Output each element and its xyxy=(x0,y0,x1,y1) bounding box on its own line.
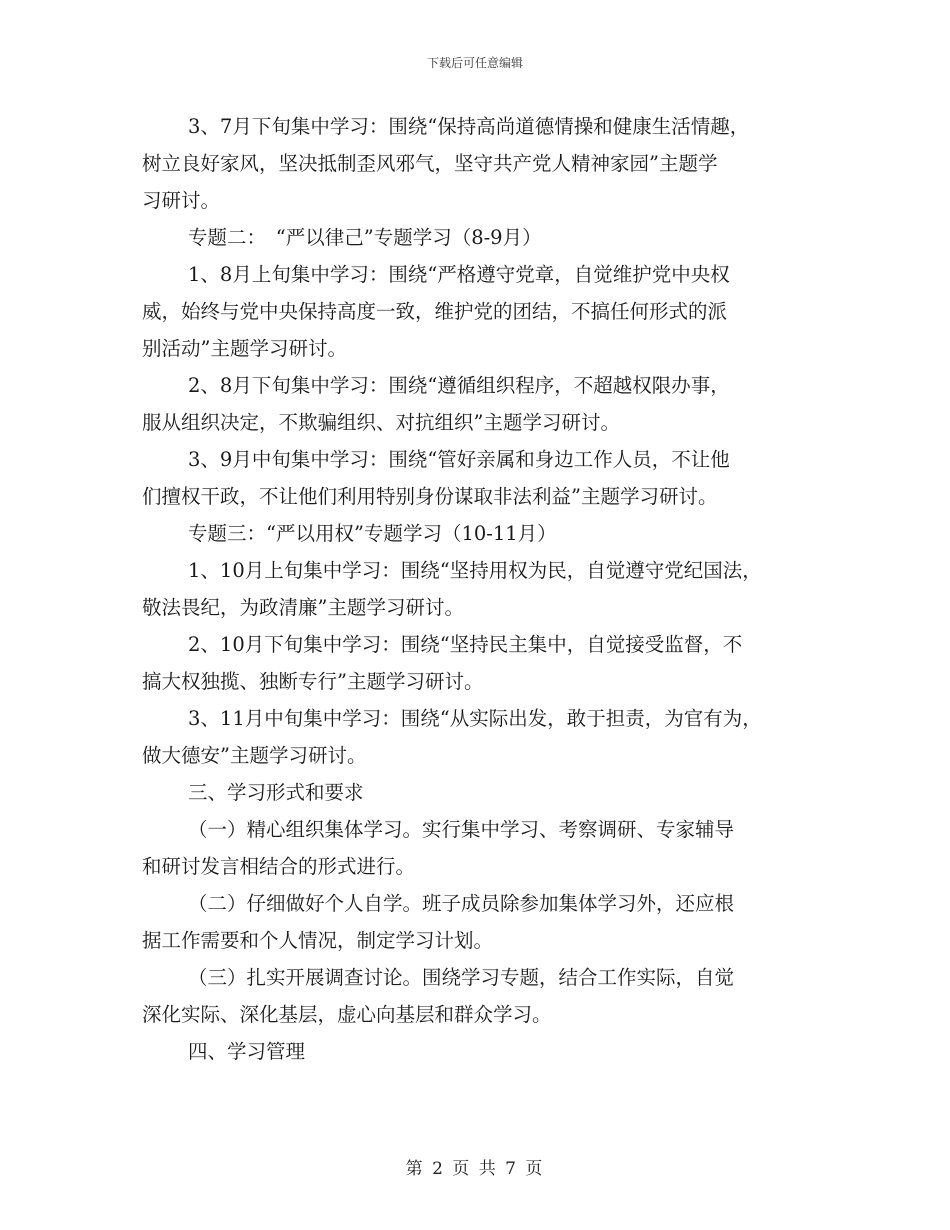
paragraph xyxy=(142,441,842,515)
text-line: （二）仔细做好个人自学。班子成员除参加集体学习外，还应根 xyxy=(188,892,735,915)
text-line: 和研讨发言相结合的形式进行。 xyxy=(142,855,416,878)
text-line: 习研讨。 xyxy=(142,189,221,212)
text-line: （三）扎实开展调查讨论。围绕学习专题，结合工作实际，自觉 xyxy=(188,966,735,989)
text-line: 2、8月下旬集中学习：围绕“遵循组织程序，不超越权限办事， xyxy=(188,374,730,397)
text-line: 威，始终与党中央保持高度一致，维护党的团结，不搞任何形式的派 xyxy=(142,300,728,323)
text-line: 四、学习管理 xyxy=(188,1040,306,1063)
paragraph xyxy=(142,367,842,441)
text-line: 别活动”主题学习研讨。 xyxy=(142,337,347,360)
text-line: 3、11月中旬集中学习：围绕“从实际出发，敢于担责，为官有为， xyxy=(188,707,762,730)
text-line: 3、7月下旬集中学习：围绕“保持高尚道德情操和健康生活情趣， xyxy=(188,115,750,138)
text-line: 专题三：“严以用权”专题学习（10-11月） xyxy=(188,522,557,545)
paragraph xyxy=(142,885,842,959)
text-line: 1、8月上旬集中学习：围绕“严格遵守党章，自觉维护党中央权 xyxy=(188,263,730,286)
text-line: 1、10月上旬集中学习：围绕“坚持用权为民，自觉遵守党纪国法， xyxy=(188,559,762,582)
text-line: 敬法畏纪，为政清廉”主题学习研讨。 xyxy=(142,596,464,619)
document-body xyxy=(142,108,842,1070)
paragraph xyxy=(142,626,842,700)
paragraph xyxy=(142,108,842,219)
section-heading xyxy=(142,219,842,256)
page-number-footer: 第 2 页 共 7 页 xyxy=(405,1159,545,1179)
text-line: （一）精心组织集体学习。实行集中学习、考察调研、专家辅导 xyxy=(188,818,735,841)
text-line: 三、学习形式和要求 xyxy=(188,781,364,804)
page-header: 下载后可任意编辑 xyxy=(426,56,523,70)
text-line: 树立良好家风，坚决抵制歪风邪气，坚守共产党人精神家园”主题学 xyxy=(142,152,718,175)
text-line: 2、10月下旬集中学习：围绕“坚持民主集中，自觉接受监督，不 xyxy=(188,633,743,656)
paragraph xyxy=(142,811,842,885)
text-line: 搞大权独揽、独断专行”主题学习研讨。 xyxy=(142,670,484,693)
text-line: 专题二： “严以律己”专题学习（8-9月） xyxy=(188,226,542,249)
text-line: 们擅权干政，不让他们利用特别身份谋取非法利益”主题学习研讨。 xyxy=(142,485,718,508)
text-line: 服从组织决定，不欺骗组织、对抗组织”主题学习研讨。 xyxy=(142,411,620,434)
text-line: 深化实际、深化基层，虚心向基层和群众学习。 xyxy=(142,1003,552,1026)
paragraph xyxy=(142,256,842,367)
paragraph xyxy=(142,700,842,774)
text-line: 3、9月中旬集中学习：围绕“管好亲属和身边工作人员，不让他 xyxy=(188,448,730,471)
text-line: 据工作需要和个人情况，制定学习计划。 xyxy=(142,929,494,952)
section-heading xyxy=(142,515,842,552)
section-heading xyxy=(142,774,842,811)
section-heading xyxy=(142,1033,842,1070)
paragraph xyxy=(142,959,842,1033)
text-line: 做大德安”主题学习研讨。 xyxy=(142,744,367,767)
paragraph xyxy=(142,552,842,626)
